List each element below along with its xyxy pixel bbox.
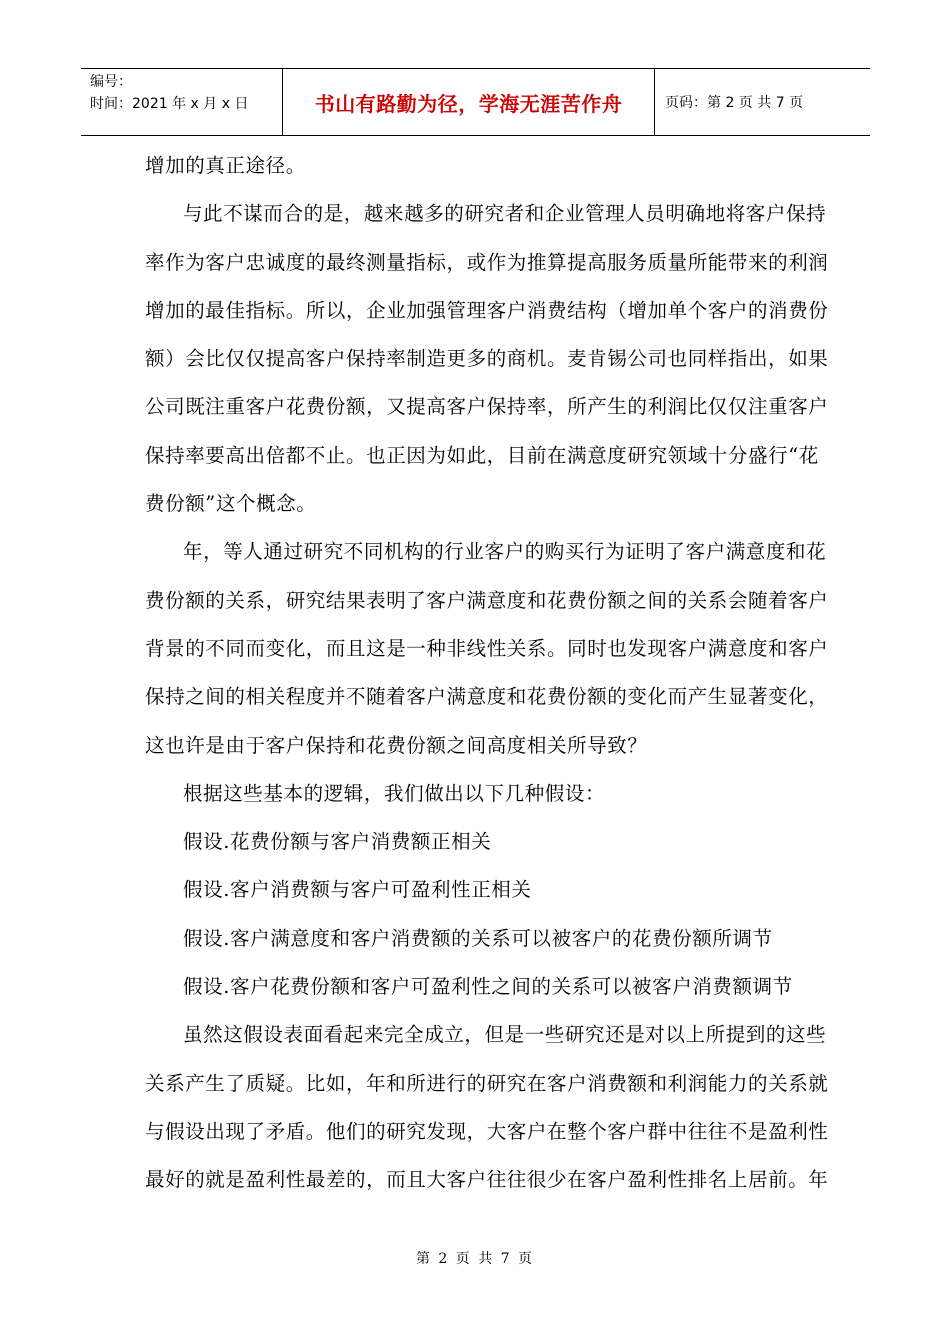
body-line: 额）会比仅仅提高客户保持率制造更多的商机。麦肯锡公司也同样指出，如果 [145, 347, 829, 371]
body-line: 根据这些基本的逻辑，我们做出以下几种假设： [183, 781, 606, 805]
header-meta [81, 69, 282, 135]
body-line: 关系产生了质疑。比如，年和所进行的研究在客户消费额和利润能力的关系就 [145, 1071, 829, 1095]
body-line: 与此不谋而合的是，越来越多的研究者和企业管理人员明确地将客户保持 [183, 202, 827, 226]
hypothesis-item: 假设.客户满意度和客户消费额的关系可以被客户的花费份额所调节 [183, 926, 773, 950]
serial-number-label: 编号： [90, 74, 132, 90]
body-line: 虽然这假设表面看起来完全成立，但是一些研究还是对以上所提到的这些 [183, 1023, 827, 1047]
header-motto: 书山有路勤为径，学海无涯苦作舟 [282, 69, 655, 135]
body-line: 保持率要高出倍都不止。也正因为如此，目前在满意度研究领域十分盛行“花 [145, 443, 819, 467]
body-line: 背景的不同而变化，而且这是一种非线性关系。同时也发现客户满意度和客户 [145, 636, 829, 660]
header-page-info: 页码：第 2 页 共 7 页 [665, 95, 804, 111]
body-line: 公司既注重客户花费份额，又提高客户保持率，所产生的利润比仅仅注重客户 [145, 395, 829, 419]
page-header [81, 68, 870, 136]
body-line: 与假设出现了矛盾。他们的研究发现，大客户在整个客户群中往往不是盈利性 [145, 1119, 829, 1143]
body-line: 这也许是由于客户保持和花费份额之间高度相关所导致？ [145, 733, 648, 757]
page-footer: 第 2 页 共 7 页 [415, 1251, 535, 1267]
body-line: 增加的真正途径。 [145, 154, 306, 177]
body-line: 最好的就是盈利性最差的，而且大客户往往很少在客户盈利性排名上居前。年 [145, 1168, 829, 1192]
body-line: 率作为客户忠诚度的最终测量指标，或作为推算提高服务质量所能带来的利润 [145, 250, 829, 274]
document-body [145, 154, 829, 1217]
body-line: 增加的最佳指标。所以，企业加强管理客户消费结构（增加单个客户的消费份 [145, 298, 829, 322]
body-line: 费份额的关系，研究结果表明了客户满意度和花费份额之间的关系会随着客户 [145, 588, 829, 612]
body-line: 保持之间的相关程度并不随着客户满意度和花费份额的变化而产生显著变化， [145, 685, 829, 709]
hypothesis-item: 假设.客户花费份额和客户可盈利性之间的关系可以被客户消费额调节 [183, 975, 793, 999]
date-line: 时间：2021 年 x 月 x 日 [90, 96, 249, 112]
hypothesis-item: 假设.客户消费额与客户可盈利性正相关 [183, 878, 532, 902]
body-line: 费份额”这个概念。 [145, 492, 317, 516]
hypothesis-item: 假设.花费份额与客户消费额正相关 [183, 830, 492, 854]
body-line: 年，等人通过研究不同机构的行业客户的购买行为证明了客户满意度和花 [183, 540, 827, 564]
